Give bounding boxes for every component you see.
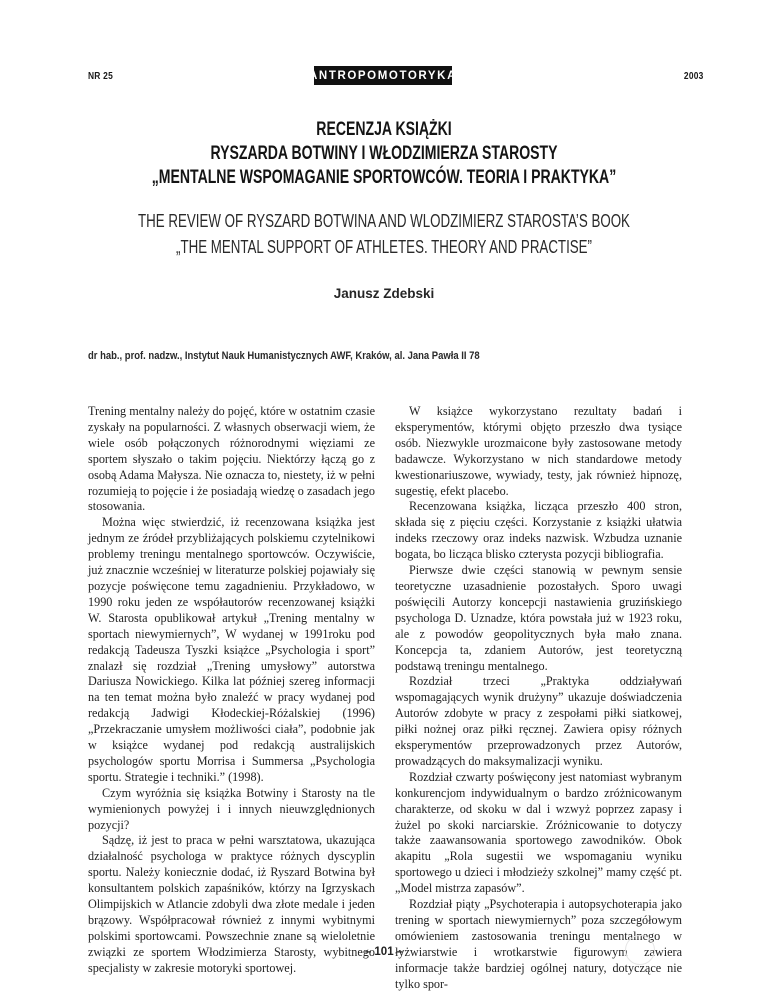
journal-banner: ANTROPOMOTORYKA: [314, 66, 452, 85]
title-polish-line: RECENZJA KSIĄŻKI: [316, 119, 452, 140]
title-polish: [129, 118, 638, 190]
page-number: – 101 –: [364, 946, 404, 958]
author-affiliation: dr hab., prof. nadzw., Instytut Nauk Humanistycznych AWF, Kraków, al. Jana Pawła II 78: [88, 350, 480, 362]
issue-year: 2003: [684, 70, 704, 82]
paragraph: Rozdział czwarty poświęcony jest natomiast wybranym konkurencjom indywidualnym o bardzo zróżnicowanym charakterze, od skoku w dal i wzwyż poprzez zapasy i żużel po skoki narciarskie. Zróżnicowanie to dotyczy także zaawansowania sportowego zawodników. Obok akapitu „Rola sugestii we wspomaganiu wyniku sportowego u dzieci i młodzieży szkolnej” mamy część pt. „Model mistrza zapasów”.: [395, 769, 682, 896]
paragraph: Czym wyróżnia się książka Botwiny i Starosty na tle wymienionych powyżej i i innych nieuwzględnionych pozycji?: [88, 785, 375, 832]
left-column: [88, 404, 375, 977]
title-polish-line: „MENTALNE WSPOMAGANIE SPORTOWCÓW. TEORIA I PRAKTYKA”: [151, 167, 617, 188]
title-english-line: THE REVIEW OF RYSZARD BOTWINA AND WLODZIMIERZ STAROSTA’S BOOK: [138, 211, 630, 231]
title-polish-line: RYSZARDA BOTWINY I WŁODZIMIERZA STAROSTY: [210, 143, 558, 164]
paragraph: Można więc stwierdzić, iż recenzowana książka jest jednym ze źródeł przybliżających polskiemu czytelnikowi problemy treningu mentalnego sportowców. Oczywiście, już znacznie wcześniej w literaturze polskiej pojawiały się pozycje poświęcone temu zagadnieniu. Przykładowo, w 1990 roku jeden ze współautorów recenzowanej książki W. Starosta opublikował artykuł „Trening mentalny w sportach niewymiernych”, W wydanej w 1991roku pod redakcją Tadeusza Tyszki książce „Psychologia i sport” znalazł się rozdział „Trening umysłowy” autorstwa Dariusza Nowickiego. Kilka lat później szereg informacji na ten temat można było znaleźć w pracy wydanej pod redakcją Jadwigi Kłodeckiej-Różalskiej (1996) „Przekraczanie umysłem możliwości ciała”, podobnie jak w książce wydanej pod redakcją australijskich psychologów sportu Morrisa i Summersa „Psychologia sportu. Strategie i techniki.” (1998).: [88, 515, 375, 784]
paragraph: Rozdział trzeci „Praktyka oddziaływań wspomagających wynik drużyny” ukazuje doświadczenia Autorów zdobyte w pracy z zespołami piłki siatkowej, piłki nożnej oraz piłki ręcznej. Zawiera opisy różnych eksperymentów przeprowadzonych przez Autorów, prowadzących do maksymalizacji wyniku.: [395, 674, 682, 768]
watermark-icon: [625, 935, 655, 965]
title-english: [129, 208, 638, 260]
paragraph: W książce wykorzystano rezultaty badań i eksperymentów, którymi objęto przeszło dwa tysiące osób. Niezwykle urozmaicone były zastosowane metody badawcze. Wykorzystano w nich standardowe metody kwestionariuszowe, wywiady, testy, jak również hipnozę, sugestię, efekt placebo.: [395, 404, 682, 498]
title-english-line: „THE MENTAL SUPPORT OF ATHLETES. THEORY AND PRACTISE”: [176, 237, 592, 257]
right-column: [395, 404, 682, 993]
paragraph: Recenzowana książka, licząca przeszło 400 stron, składa się z pięciu części. Korzystanie z książki ułatwia indeks rzeczowy oraz indeks nazwisk. Wzbudza uznanie bogata, bo licząca blisko czterysta pozycji bibliografia.: [395, 499, 682, 562]
issue-number: NR 25: [88, 70, 114, 82]
paragraph: Rozdział piąty „Psychoterapia i autopsychoterapia jako trening w sportach niewymiernych” poza szczegółowym omówieniem zastosowania treningu mentalnego w łyżwiarstwie i wrotkarstwie figurowym zawiera informacje także bardziej ogólnej natury, dotyczące nie tylko spor-: [395, 897, 682, 991]
paragraph: Sądzę, iż jest to praca w pełni warsztatowa, ukazująca działalność psychologa w praktyce różnych dyscyplin sportu. Należy koniecznie dodać, iż Ryszard Botwina był konsultantem polskich zapaśników, którzy na Igrzyskach Olimpijskich w Atlancie zdobyli dwa złote medale i jeden brązowy. Współpracował również z innymi wybitnymi polskimi sportowcami. Powszechnie znane są wieloletnie związki ze sportem Włodzimierza Starosty, wybitnego specjalisty w zakresie motoryki sportowej.: [88, 833, 375, 975]
author-name: Janusz Zdebski: [333, 286, 435, 301]
paragraph: Pierwsze dwie części stanowią w pewnym sensie teoretyczne uzasadnienie pozostałych. Sporo uwagi poświęcili Autorzy koncepcji nastawienia gruzińskiego psychologa D. Uznadze, która powstała już w 1923 roku, ale z powodów geopolitycznych była mało znana. Koncepcja ta, zdaniem Autorów, jest teoretyczną podstawą treningu mentalnego.: [395, 563, 682, 673]
paragraph: Trening mentalny należy do pojęć, które w ostatnim czasie zyskały na popularności. Z własnych obserwacji wiem, że wiele osób połączonych różnorodnymi więziami ze sportem słyszało o takim pojęciu. Niektórzy łączą go z osobą Adama Małysza. Nie oznacza to, niestety, iż w pełni rozumieją to pojęcie i że posiadają wiedzę o zasadach jego stosowania.: [88, 404, 375, 514]
